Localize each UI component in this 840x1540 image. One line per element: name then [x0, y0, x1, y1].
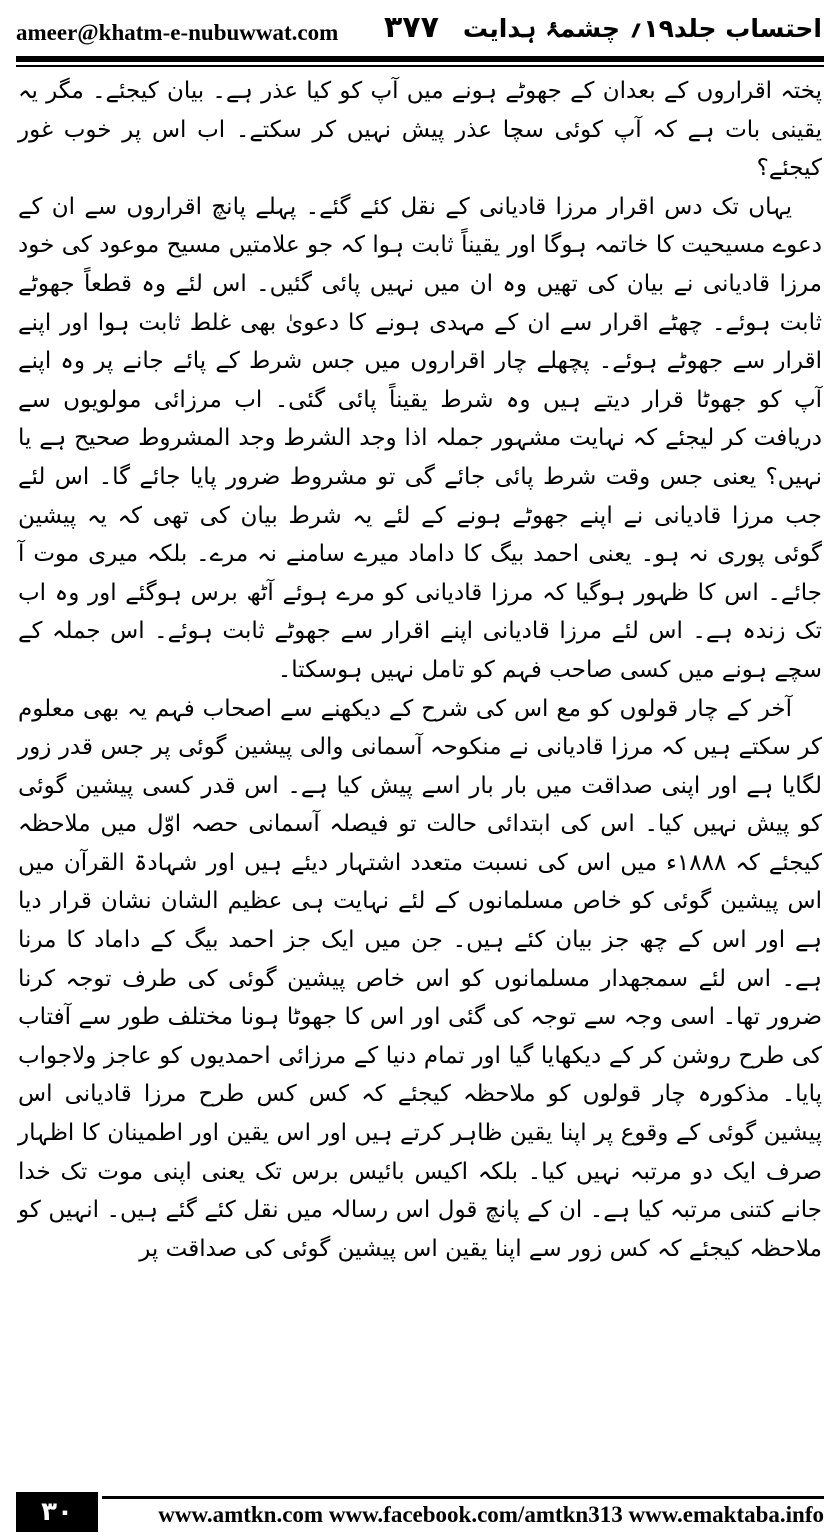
page-header [0, 0, 840, 64]
header-rule-thick [16, 56, 824, 62]
footer-links: www.amtkn.com www.facebook.com/amtkn313 www.emaktaba.info [158, 1502, 824, 1527]
header-email: ameer@khatm-e-nubuwwat.com [16, 20, 339, 45]
paragraph-1: پختہ اقراروں کے بعدان کے جھوٹے ہونے میں آپ کو کیا عذر ہے۔ بیان کیجئے۔ مگر یہ یقینی بات ہے کہ آپ کوئی سچا عذر پیش نہیں کر سکتے۔ اب اس پر خوب غور کیجئے؟ [18, 78, 822, 182]
header-rule-thin [16, 65, 824, 67]
footer-rule [102, 1496, 824, 1499]
paragraph-3: آخر کے چار قولوں کو مع اس کی شرح کے دیکھنے سے اصحاب فہم یہ بھی معلوم کر سکتے ہیں کہ مرزا قادیانی نے منکوحہ آسمانی والی پیشین گوئی پر جس قدر زور لگایا ہے اور اپنی صداقت میں بار بار اسے پیش کیا ہے۔ اس قدر کسی پیشین گوئی کو پیش نہیں کیا۔ اس کی ابتدائی حالت تو فیصلہ آسمانی حصہ اوّل میں ملاحظہ کیجئے کہ ۱۸۸۸ء میں اس کی نسبت متعدد اشتہار دیئے ہیں اور شہادۃ القرآن میں اس پیشین گوئی کو خاص مسلمانوں کے لئے نہایت ہی عظیم الشان نشان قرار دیا ہے اور اس کے چھ جز بیان کئے ہیں۔ جن میں ایک جز احمد بیگ کے داماد کا مرنا ہے۔ اس لئے سمجھدار مسلمانوں کو اس خاص پیشین گوئی کی طرف توجہ کرنا ضرور تھا۔ اسی وجہ سے توجہ کی گئی اور اس کا جھوٹا ہونا مختلف طور سے آفتاب کی طرح روشن کر کے دیکھایا گیا اور تمام دنیا کے مرزائی احمدیوں کو عاجز ولاجواب پایا۔ مذکورہ چار قولوں کو ملاحظہ کیجئے کہ کس کس طرح مرزا قادیانی اس پیشین گوئی کے وقوع پر اپنا یقین ظاہر کرتے ہیں اور اس یقین اور اطمینان کا اظہار صرف ایک دو مرتبہ نہیں کیا۔ بلکہ اکیس بائیس برس تک یعنی اپنی موت تک خدا جانے کتنی مرتبہ کیا ہے۔ ان کے پانچ قول اس رسالہ میں نقل کئے گئے ہیں۔ انہیں کو ملاحظہ کیجئے کہ کس زور سے اپنا یقین اس پیشین گوئی کی صداقت پر [18, 695, 822, 1262]
page-footer [16, 1488, 824, 1536]
header-title: احتساب جلد۱۹؍ چشمۂ ہدایت [462, 14, 822, 43]
paragraph-2: یہاں تک دس اقرار مرزا قادیانی کے نقل کئے گئے۔ پہلے پانچ اقراروں سے ان کے دعوے مسیحیت کا خاتمہ ہوگا اور یقیناً ثابت ہوا کہ جو علامتیں مسیح موعود کی خود مرزا قادیانی نے بیان کی تھیں وہ ان میں نہیں پائی گئیں۔ اس لئے وہ قطعاً جھوٹے ثابت ہوئے۔ چھٹے اقرار سے ان کے مہدی ہونے کا دعویٰ بھی غلط ثابت ہوا اور اپنے اقرار سے جھوٹے ہوئے۔ پچھلے چار اقراروں میں جس شرط کے پائے جانے پر وہ اپنے آپ کو جھوٹا قرار دیتے ہیں وہ شرط یقیناً پائی گئی۔ اب مرزائی مولویوں سے دریافت کر لیجئے کہ نہایت مشہور جملہ اذا وجد الشرط وجد المشروط صحیح ہے یا نہیں؟ یعنی جس وقت شرط پائی جائے گی تو مشروط ضرور پایا جائے گا۔ اس لئے جب مرزا قادیانی نے اپنے جھوٹے ہونے کے لئے یہ شرط بیان کی تھی کہ یہ پیشین گوئی پوری نہ ہو۔ یعنی احمد بیگ کا داماد میرے سامنے نہ مرے۔ بلکہ میری موت آ جائے۔ اس کا ظہور ہوگیا کہ مرزا قادیانی کو مرے ہوئے آٹھ برس ہوگئے اور وہ اب تک زندہ ہے۔ اس لئے مرزا قادیانی اپنے اقرار سے جھوٹے ثابت ہوئے۔ اس جملہ کے سچے ہونے میں کسی صاحب فہم کو تامل نہیں ہوسکتا۔ [18, 193, 822, 683]
footer-page-number: ٣٠ [16, 1492, 98, 1532]
body-text [18, 72, 822, 1268]
header-page-number: ٣٧٧ [384, 10, 439, 45]
